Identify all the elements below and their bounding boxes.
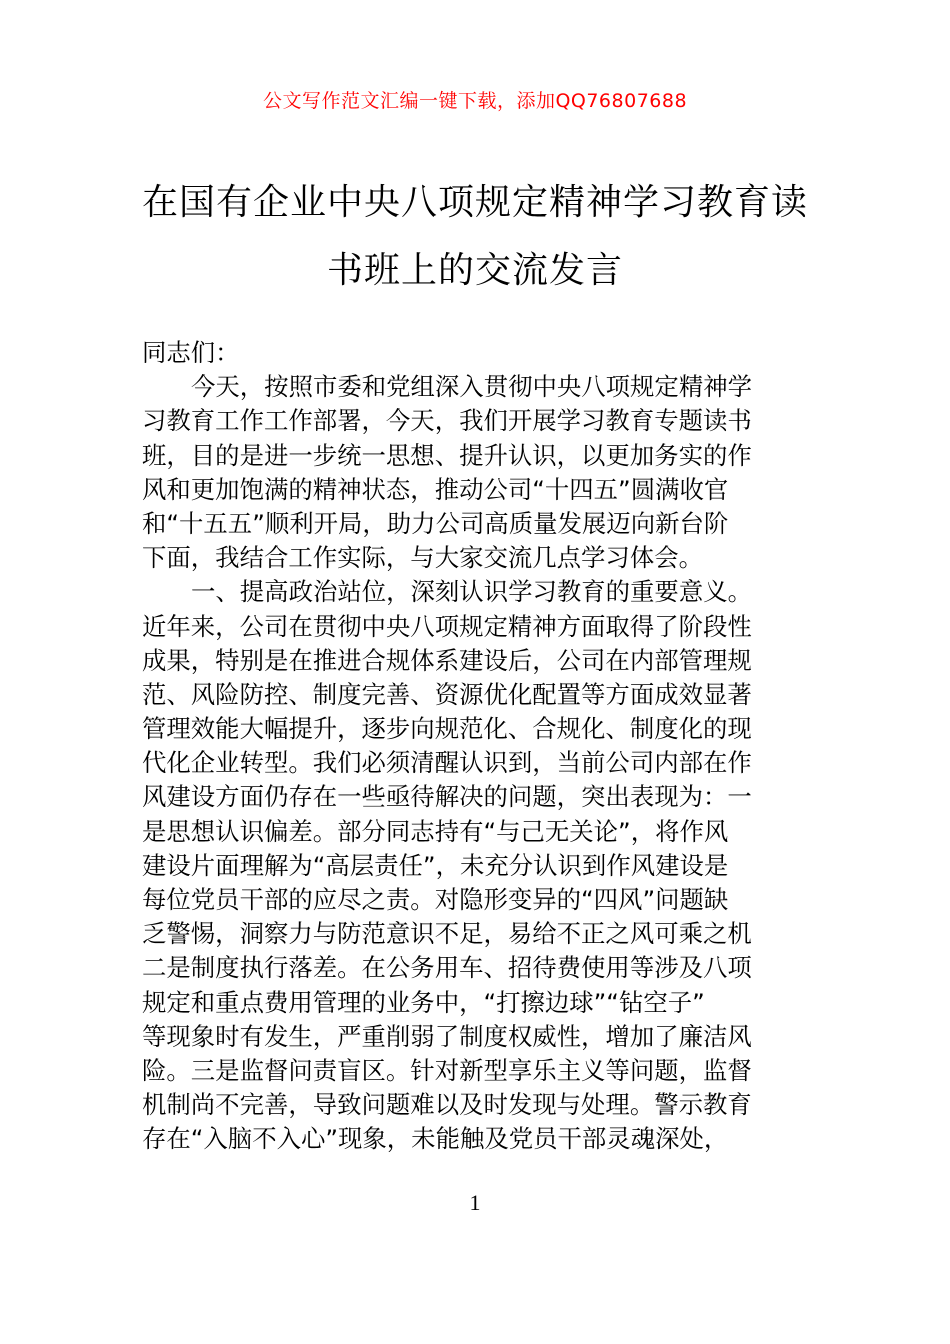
body-line: 二是制度执行落差。在公务用车、招待费使用等涉及八项 [142, 953, 752, 983]
section-heading: 一、提高政治站位，深刻认识学习教育的重要意义。 [191, 577, 752, 607]
body-line: 存在“入脑不入心”现象，未能触及党员干部灵魂深处， [142, 1124, 729, 1154]
body-line: 每位党员干部的应尽之责。对隐形变异的“四风”问题缺 [142, 885, 729, 914]
body-line: 和“十五五”顺利开局，助力公司高质量发展迈向新台阶 [142, 508, 729, 538]
header-note: 公文写作范文汇编一键下载，添加QQ76807688 [262, 90, 688, 112]
document-body [142, 336, 810, 1157]
body-line: 管理效能大幅提升，逐步向规范化、合规化、制度化的现 [142, 714, 752, 744]
body-line: 机制尚不完善，导致问题难以及时发现与处理。警示教育 [142, 1090, 752, 1120]
body-line: 习教育工作工作部署，今天，我们开展学习教育专题读书 [142, 406, 752, 436]
body-line: 乏警惕，洞察力与防范意识不足，易给不正之风可乘之机 [142, 919, 752, 949]
body-line: 今天，按照市委和党组深入贯彻中央八项规定精神学 [191, 372, 752, 402]
document-title-line-1: 在国有企业中央八项规定精神学习教育读 [141, 182, 808, 223]
body-line: 近年来，公司在贯彻中央八项规定精神方面取得了阶段性 [142, 611, 752, 641]
body-line: 下面，我结合工作实际，与大家交流几点学习体会。 [142, 543, 703, 573]
body-line: 班，目的是进一步统一思想、提升认识，以更加务实的作 [142, 440, 752, 470]
document-title-line-2: 书班上的交流发言 [326, 250, 623, 291]
body-line: 险。三是监督问责盲区。针对新型享乐主义等问题，监督 [142, 1055, 752, 1085]
body-line: 等现象时有发生，严重削弱了制度权威性，增加了廉洁风 [142, 1021, 752, 1051]
body-line: 成果，特别是在推进合规体系建设后，公司在内部管理规 [142, 645, 752, 675]
body-line: 风和更加饱满的精神状态，推动公司“十四五”圆满收官 [142, 474, 729, 504]
page-number: 1 [469, 1190, 481, 1215]
body-line: 代化企业转型。我们必须清醒认识到，当前公司内部在作 [142, 748, 752, 778]
body-line: 规定和重点费用管理的业务中，“打擦边球”“钻空子” [142, 987, 705, 1017]
body-line: 是思想认识偏差。部分同志持有“与己无关论”，将作风 [142, 816, 729, 846]
body-line: 范、风险防控、制度完善、资源优化配置等方面成效显著 [142, 679, 752, 709]
salutation: 同志们： [142, 338, 240, 367]
body-line: 风建设方面仍存在一些亟待解决的问题，突出表现为：一 [142, 782, 752, 812]
body-line: 建设片面理解为“高层责任”，未充分认识到作风建设是 [142, 850, 729, 880]
